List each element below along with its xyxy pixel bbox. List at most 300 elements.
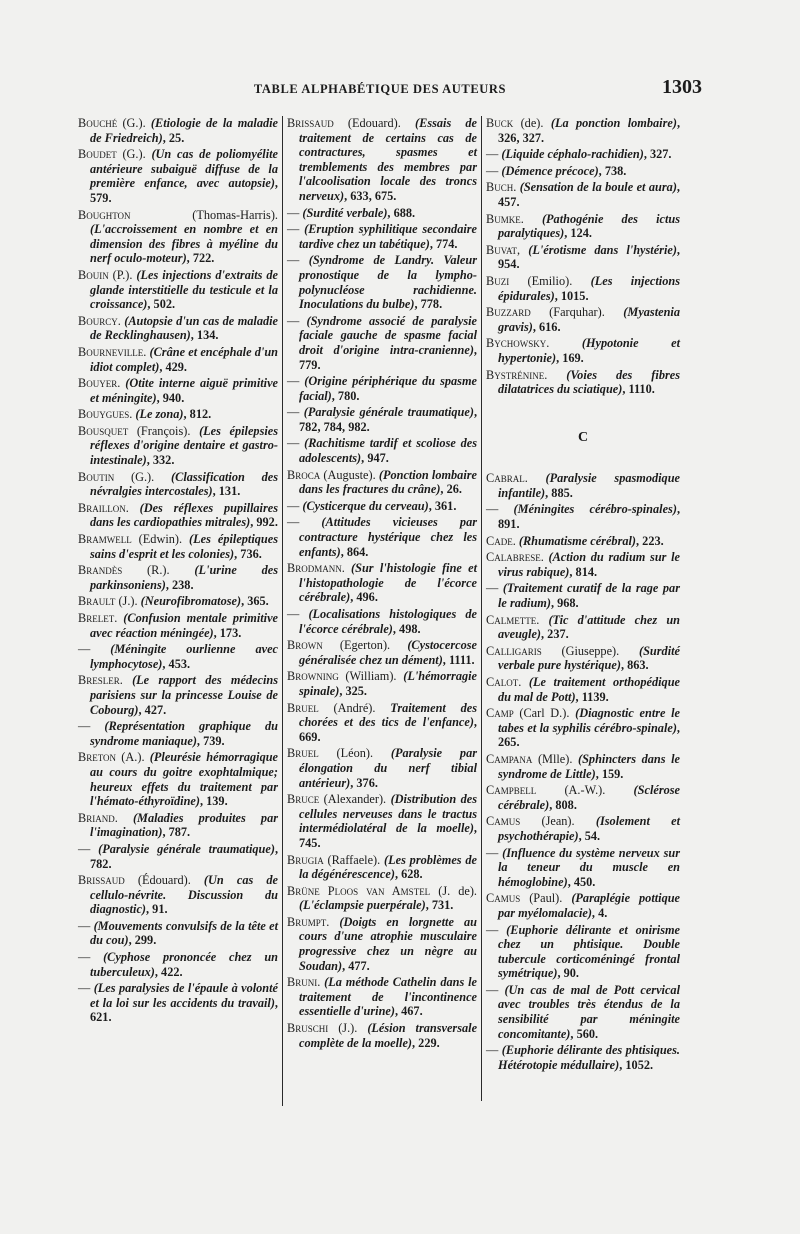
entry-author-detail: .	[520, 211, 524, 226]
entry-pages: , 954.	[498, 242, 680, 272]
entry-author: —	[486, 982, 499, 997]
entry-author: Boutin	[78, 469, 115, 484]
entry-author: —	[287, 607, 300, 621]
entry-title: (Des réflexes pupillaires dans les cardiopathies mitrales)	[90, 500, 279, 530]
entry-author: Browning	[287, 669, 339, 684]
entry-title: (Maladies produites par l'imagination)	[90, 810, 279, 840]
entry-author-detail: (J.).	[328, 1021, 358, 1036]
entry-author: Brissaud	[78, 873, 125, 888]
index-entry	[287, 405, 477, 434]
entry-title: (Doigts en lorgnette au cours d'une atrophie musculaire progressive chez un nègre au Soudan)	[299, 914, 477, 973]
entry-author: —	[287, 222, 300, 237]
entry-pages: , 814.	[569, 564, 598, 579]
index-entry	[486, 752, 680, 781]
entry-title: (Hypotonie et hypertonie)	[498, 336, 680, 365]
entry-title: (Attitudes vicieuses par contracture hystérique chez les enfants)	[299, 515, 478, 559]
entry-title: (Action du radium sur le virus rabique)	[498, 550, 681, 579]
index-entry	[287, 746, 477, 790]
index-entry	[287, 792, 477, 850]
entry-author-detail: .	[114, 611, 118, 625]
entry-pages: , 1052.	[619, 1057, 654, 1072]
entry-pages: , 54.	[578, 828, 601, 843]
entry-title: (Voies des fibres dilatatrices du sciatique)	[498, 367, 680, 397]
entry-title: (Influence du système nerveux sur la teneur du muscle en hémoglobine)	[498, 845, 681, 889]
entry-author-detail: (Emilio).	[509, 273, 573, 288]
entry-pages: , 429.	[159, 359, 187, 374]
entry-author: Calot	[486, 675, 519, 689]
entry-author: Bychowsky	[486, 336, 547, 351]
entry-pages: , 628.	[394, 867, 423, 882]
index-entry	[78, 268, 278, 312]
entry-title: (Eruption syphilitique secondaire tardive chez un tabétique)	[299, 222, 477, 251]
index-entry	[287, 884, 477, 913]
entry-author: Buzi	[486, 273, 510, 288]
entry-author-detail: (G.).	[116, 147, 146, 162]
entry-author-detail: (Edouard).	[333, 116, 401, 130]
entry-author: Camus	[486, 891, 521, 906]
entry-author-detail: .	[125, 500, 129, 515]
entry-pages: , 169.	[556, 350, 584, 365]
entry-author-detail: (Édouard).	[124, 873, 191, 888]
entry-pages: , 131.	[212, 484, 241, 499]
entry-author: Bourcy	[78, 313, 118, 328]
entry-author-detail: .	[536, 612, 540, 627]
index-entry	[78, 811, 278, 840]
entry-pages: , 669.	[299, 715, 477, 744]
entry-author-detail: (Thomas-Harris).	[130, 207, 278, 222]
entry-author: Campana	[486, 751, 533, 766]
entry-title: (L'éclampsie puerpérale)	[299, 898, 426, 913]
entry-author-detail: ,	[517, 242, 521, 257]
entry-pages: , 940.	[156, 390, 185, 405]
index-entry	[486, 534, 680, 549]
entry-author: —	[486, 163, 499, 178]
entry-title: (Localisations histologiques de l'écorce cérébrale)	[299, 607, 477, 636]
entry-title: (Syndrome associé de paralysie faciale gauche de spasme facial droit d'origine intra-cranienne)	[299, 313, 477, 357]
index-entry	[78, 719, 278, 748]
entry-pages: , 616.	[532, 319, 561, 334]
entry-author: Camus	[486, 814, 521, 829]
running-header	[70, 76, 702, 100]
index-entry	[78, 532, 278, 561]
entry-pages: , 134.	[190, 328, 219, 343]
index-entry	[78, 950, 278, 979]
entry-pages: , 91.	[146, 902, 168, 917]
entry-pages: , 498.	[392, 621, 421, 636]
index-entry	[486, 243, 680, 272]
entry-author: —	[78, 918, 91, 933]
index-entry	[486, 164, 680, 179]
entry-author: Bruel	[287, 700, 319, 715]
index-entry	[287, 436, 477, 465]
entry-author-detail: .	[512, 533, 516, 548]
entry-pages: , 738.	[598, 163, 627, 178]
entry-author: Broca	[287, 467, 321, 482]
entry-title: (Cysticerque du cerveau)	[302, 498, 429, 513]
index-entry	[486, 502, 680, 531]
entry-pages: , 265.	[498, 720, 680, 750]
entry-pages: , 968.	[550, 596, 579, 611]
entry-title: (Syndrome de Landry. Valeur pronostique de la lympho-polynucléose rachidienne. Inoculations du bulbe)	[299, 253, 477, 312]
entry-title: (Euphorie délirante des phtisiques. Hétérotopie médullaire)	[498, 1043, 680, 1072]
entry-author: —	[287, 205, 300, 220]
index-entry	[287, 607, 477, 636]
entry-pages: , 361.	[428, 498, 457, 513]
index-entry	[78, 376, 278, 405]
entry-title: (Représentation graphique du syndrome maniaque)	[90, 719, 278, 748]
entry-title: (Sur l'histologie fine et l'histopathologie de l'écorce cérébrale)	[299, 561, 477, 605]
entry-pages: , 90.	[557, 966, 579, 981]
index-entry	[287, 701, 477, 745]
entry-author: Bruel	[287, 746, 319, 761]
column-3	[486, 116, 680, 1074]
entry-title: (L'érotisme dans l'hystérie)	[528, 242, 677, 257]
entry-title: (Surdité verbale)	[302, 205, 388, 220]
entry-title: (Cyphose prononcée chez un tuberculeux)	[90, 950, 278, 979]
entry-author: Bystrénine	[486, 367, 545, 382]
entry-title: (Classification des névralgies intercostales)	[90, 469, 278, 499]
index-entry	[287, 1021, 477, 1050]
entry-pages: , 739.	[196, 733, 225, 748]
entry-author: —	[78, 981, 91, 996]
index-entry	[78, 345, 278, 374]
entry-author-detail: .	[524, 471, 528, 486]
entry-pages: , 365.	[241, 594, 269, 609]
entry-author: Bouin	[78, 267, 109, 282]
entry-pages: , 992.	[250, 515, 278, 530]
entry-title: (L'hémorragie spinale)	[299, 669, 477, 698]
entry-title: (Diagnostic entre le tabes et la syphilis cérébro-spinale)	[498, 706, 681, 735]
entry-pages: , 223.	[636, 533, 664, 548]
entry-author-detail: (A.).	[116, 750, 145, 765]
entry-title: (Le traitement orthopédique du mal de Pott)	[498, 675, 680, 704]
entry-author: —	[78, 841, 91, 856]
index-entry	[287, 915, 477, 973]
entry-author: Breton	[78, 750, 117, 765]
entry-title: (Paraplégie pottique par myélomalacie)	[498, 891, 681, 920]
entry-pages: , 467.	[394, 1004, 423, 1019]
entry-author-detail: (G.).	[114, 469, 155, 484]
entry-author: —	[78, 642, 91, 657]
index-entry	[78, 981, 278, 1025]
entry-pages: , 779.	[299, 342, 477, 372]
entry-author-detail: .	[540, 550, 544, 565]
entry-pages: , 633, 675.	[344, 188, 397, 203]
index-entry	[78, 208, 278, 266]
index-entry	[78, 842, 278, 871]
entry-author: —	[486, 845, 499, 860]
index-entry	[287, 638, 477, 667]
entry-author-detail: (Farquhar).	[530, 305, 605, 320]
entry-author: Bouché	[78, 116, 118, 130]
entry-author: Buvat	[486, 242, 518, 257]
entry-pages: , 450.	[567, 874, 596, 889]
entry-author-detail: (Carl D.).	[513, 706, 570, 721]
entry-pages: , 731.	[425, 898, 454, 913]
index-entry	[78, 611, 278, 640]
index-entry	[78, 673, 278, 717]
entry-author: Brown	[287, 638, 323, 653]
entry-pages: , 173.	[213, 625, 242, 640]
entry-pages: , 159.	[595, 766, 624, 781]
entry-author-detail: (J.).	[115, 594, 138, 609]
entry-title: (L'urine des parkinsoniens)	[90, 563, 278, 592]
index-entry	[78, 563, 278, 592]
index-entry	[78, 407, 278, 422]
entry-pages: , 736.	[234, 546, 262, 561]
index-entry	[486, 274, 680, 303]
entry-title: (Lésion transversale complète de la moelle)	[299, 1021, 478, 1050]
entry-title: (Le rapport des médecins parisiens sur la princesse Louise de Cobourg)	[90, 673, 279, 717]
entry-title: (Paralysie générale traumatique)	[303, 405, 474, 420]
entry-pages: , 780.	[331, 388, 360, 403]
entry-title: (La ponction lombaire)	[550, 116, 677, 130]
entry-author-detail: .	[546, 336, 550, 351]
entry-title: (Paralysie par élongation du nerf tibial antérieur)	[299, 746, 478, 790]
entry-pages: , 4.	[591, 905, 608, 920]
entry-pages: , 782.	[90, 841, 279, 871]
entry-author-detail: (Egerton).	[322, 638, 391, 653]
entry-author: Bouygues	[78, 407, 130, 422]
entry-title: (Les injections d'extraits de glande interstitielle du testicule et la croissance)	[90, 267, 279, 312]
entry-title: (Distribution des cellules nerveuses dans le tractus intermédiolatéral de la moelle)	[299, 792, 477, 836]
entry-author-detail: (François).	[128, 423, 191, 438]
entry-title: (Ponction lombaire dans les fractures du crâne)	[299, 467, 477, 497]
index-entry	[287, 669, 477, 698]
entry-title: Traitement des chorées et des tics de l'enfance)	[299, 700, 477, 730]
index-entry	[486, 675, 680, 704]
entry-author-detail: (André).	[318, 700, 376, 715]
entry-author: Buzzard	[486, 305, 531, 320]
entry-pages: , 376.	[350, 775, 378, 790]
entry-pages: , 621.	[90, 995, 278, 1025]
index-entry	[486, 983, 680, 1041]
index-entry	[78, 314, 278, 343]
entry-author: Brault	[78, 594, 116, 609]
column-1	[78, 116, 278, 1027]
index-entry	[486, 550, 680, 579]
index-entry	[486, 336, 680, 365]
entry-author-detail: .	[544, 367, 548, 382]
entry-author-detail: (Mlle).	[532, 751, 573, 766]
entry-author-detail: (R.).	[122, 563, 170, 578]
index-entry	[486, 644, 680, 673]
index-entry	[486, 116, 680, 145]
entry-author: Brissaud	[287, 116, 334, 130]
entry-pages: , 885.	[545, 485, 573, 500]
entry-title: (Méningites cérébro-spinales)	[513, 502, 677, 517]
entry-author: Camp	[486, 706, 514, 721]
entry-author: Bourneville	[78, 344, 144, 359]
entry-title: (Paralysie spasmodique infantile)	[498, 471, 681, 500]
entry-pages: , 745.	[299, 821, 477, 850]
entry-author-detail: .	[326, 914, 330, 929]
entry-author: Cade	[486, 533, 513, 548]
entry-author: Briand	[78, 810, 115, 825]
index-entry	[486, 581, 680, 610]
entry-author-detail: .	[317, 975, 321, 990]
entry-author: Bresler	[78, 673, 120, 688]
entry-author-detail: (Léon).	[318, 746, 374, 761]
entry-title: (Surdité verbale pure hystérique)	[498, 643, 680, 673]
entry-pages: , 325.	[339, 683, 367, 698]
entry-pages: , 787.	[162, 825, 191, 840]
entry-author-detail: (J. de).	[430, 883, 477, 898]
entry-title: (Un cas de poliomyélite antérieure subaiguë diffuse de la première enfance, avec autopsie)	[90, 147, 278, 191]
entry-author: Brüne Ploos van Amstel	[287, 883, 431, 898]
entry-pages: , 477.	[342, 958, 370, 973]
entry-author: Brandès	[78, 563, 123, 578]
index-entry	[486, 471, 680, 500]
entry-title: (Les épilepsies réflexes d'origine dentaire et gastro-intestinale)	[90, 423, 279, 468]
index-entry	[287, 206, 477, 221]
entry-title: (Pathogénie des ictus paralytiques)	[498, 211, 681, 241]
column-rule	[481, 116, 482, 1101]
entry-author-detail: (P.).	[108, 267, 133, 282]
section-letter: C	[577, 429, 589, 445]
entry-pages: , 457.	[498, 180, 680, 209]
entry-author: —	[78, 719, 91, 734]
entry-author: Buck	[486, 116, 514, 130]
index-entry	[287, 499, 477, 514]
entry-author: —	[287, 253, 300, 268]
entry-pages: , 25.	[162, 130, 185, 145]
entry-pages: , 326, 327.	[498, 116, 681, 145]
entry-title: (Mouvements convulsifs de la tête et du cou)	[90, 918, 278, 948]
entry-author: —	[486, 1043, 499, 1058]
index-entry	[287, 561, 477, 605]
entry-title: (Sphincters dans le syndrome de Little)	[498, 751, 680, 781]
entry-author-detail: .	[117, 313, 121, 328]
entry-title: (Myastenia gravis)	[498, 305, 680, 334]
entry-pages: , 579.	[90, 176, 278, 205]
entry-author: Buch	[486, 180, 514, 195]
entry-author: —	[486, 502, 499, 517]
index-entry	[78, 594, 278, 609]
index-entry	[486, 305, 680, 334]
index-entry	[78, 147, 278, 205]
entry-title: (Les problèmes de la dégénérescence)	[299, 852, 477, 882]
entry-title: (Essais de traitement de certains cas de contractures, spasmes et tremblements des membres par l'alcoolisation locale des troncs nerveux)	[299, 116, 478, 203]
entry-author: —	[486, 147, 499, 162]
entry-author: —	[78, 950, 91, 965]
entry-title: (Isolement et psychothérapie)	[498, 814, 680, 843]
entry-author: Brodmann	[287, 561, 342, 576]
entry-title: (Rachitisme tardif et scoliose des adolescents)	[299, 436, 477, 466]
entry-pages: , 502.	[147, 297, 176, 312]
index-entry	[287, 314, 477, 372]
entry-author-detail: (William).	[338, 669, 397, 684]
entry-author-detail: .	[129, 407, 133, 422]
index-entry	[486, 147, 680, 162]
entry-author: Boudet	[78, 147, 117, 162]
index-entry	[486, 180, 680, 209]
index-entry	[486, 846, 680, 890]
entry-pages: , 299.	[128, 933, 157, 948]
entry-pages: , 238.	[165, 577, 194, 592]
entry-author-detail: (Jean).	[520, 814, 575, 829]
index-entry	[486, 923, 680, 981]
entry-author: Braillon	[78, 500, 126, 515]
index-entry	[486, 368, 680, 397]
index-entry	[78, 501, 278, 530]
entry-author: Brugia	[287, 852, 324, 867]
entry-title: (Un cas de mal de Pott cervical avec troubles très étendus de la sensibilité par méningite concomitante)	[498, 982, 680, 1041]
entry-title: (Tic d'attitude chez un aveugle)	[498, 612, 681, 642]
entry-pages: , 1111.	[442, 652, 475, 667]
entry-author: Cabral	[486, 471, 525, 486]
entry-pages: , 139.	[199, 794, 228, 809]
entry-pages: , 891.	[498, 502, 681, 532]
entry-pages: , 1139.	[575, 689, 609, 704]
entry-pages: , 774.	[429, 236, 458, 251]
entry-author-detail: .	[119, 673, 123, 688]
index-entry	[486, 212, 680, 241]
entry-title: (Un cas de cellulo-névrite. Discussion du diagnostic)	[90, 873, 279, 917]
entry-author-detail: (Paul).	[520, 891, 563, 906]
column-3-entries-b	[486, 116, 680, 397]
column-rule	[282, 116, 283, 1106]
page-number: 1303	[662, 76, 702, 98]
index-entry	[287, 222, 477, 251]
entry-title: (Origine périphérique du spasme facial)	[299, 374, 477, 403]
index-entry	[486, 891, 680, 920]
index-entry	[78, 873, 278, 917]
entry-title: (Liquide céphalo-rachidien)	[501, 147, 644, 162]
entry-title: (Traitement curatif de la rage par le radium)	[498, 581, 680, 611]
entry-title: (Démence précoce)	[501, 163, 599, 178]
entry-pages: , 722.	[186, 251, 215, 266]
entry-pages: , 778.	[414, 297, 443, 312]
index-entry	[287, 116, 477, 204]
entry-pages: , 864.	[340, 544, 369, 559]
entry-author: Brumpt	[287, 914, 327, 929]
entry-pages: , 327.	[643, 147, 672, 162]
entry-pages: , 1015.	[554, 288, 589, 303]
entry-pages: , 863.	[620, 658, 649, 673]
index-entry	[486, 706, 680, 750]
entry-title: (La méthode Cathelin dans le traitement de l'incontinence essentielle d'urine)	[299, 975, 478, 1019]
entry-author: —	[287, 313, 300, 328]
entry-author-detail: .	[518, 675, 522, 689]
entry-pages: , 124.	[564, 226, 592, 241]
entry-title: (Le zona)	[135, 407, 184, 422]
entry-author: —	[287, 405, 300, 420]
index-entry	[287, 374, 477, 403]
entry-author: Boughton	[78, 207, 131, 222]
entry-author-detail: (Alexander).	[319, 792, 387, 807]
entry-author: —	[287, 515, 300, 530]
index-entry	[287, 468, 477, 497]
entry-author-detail: (Raffaele).	[323, 852, 381, 867]
entry-pages: , 229.	[412, 1035, 440, 1050]
index-entry	[78, 470, 278, 499]
column-2	[287, 116, 477, 1052]
index-entry	[287, 975, 477, 1019]
entry-author: Brelet	[78, 611, 115, 625]
entry-title: (Paralysie générale traumatique)	[98, 841, 275, 856]
entry-pages: , 496.	[350, 590, 378, 605]
entry-title: (Confusion mentale primitive avec réaction méningée)	[90, 611, 278, 640]
entry-title: (Autopsie d'un cas de maladie de Recklinghausen)	[90, 313, 278, 343]
entry-title: (Les épileptiques sains d'esprit et les colonies)	[90, 532, 278, 561]
entry-author: —	[287, 374, 300, 389]
entry-title: (Euphorie délirante et onirisme chez un phtisique. Double tubercule corticoméningé frontal symétrique)	[498, 922, 681, 981]
entry-author: Calmette	[486, 612, 537, 627]
index-entry	[486, 1043, 680, 1072]
entry-author: Campbell	[486, 783, 537, 798]
entry-title: (Etiologie de la maladie de Friedreich)	[90, 116, 278, 145]
